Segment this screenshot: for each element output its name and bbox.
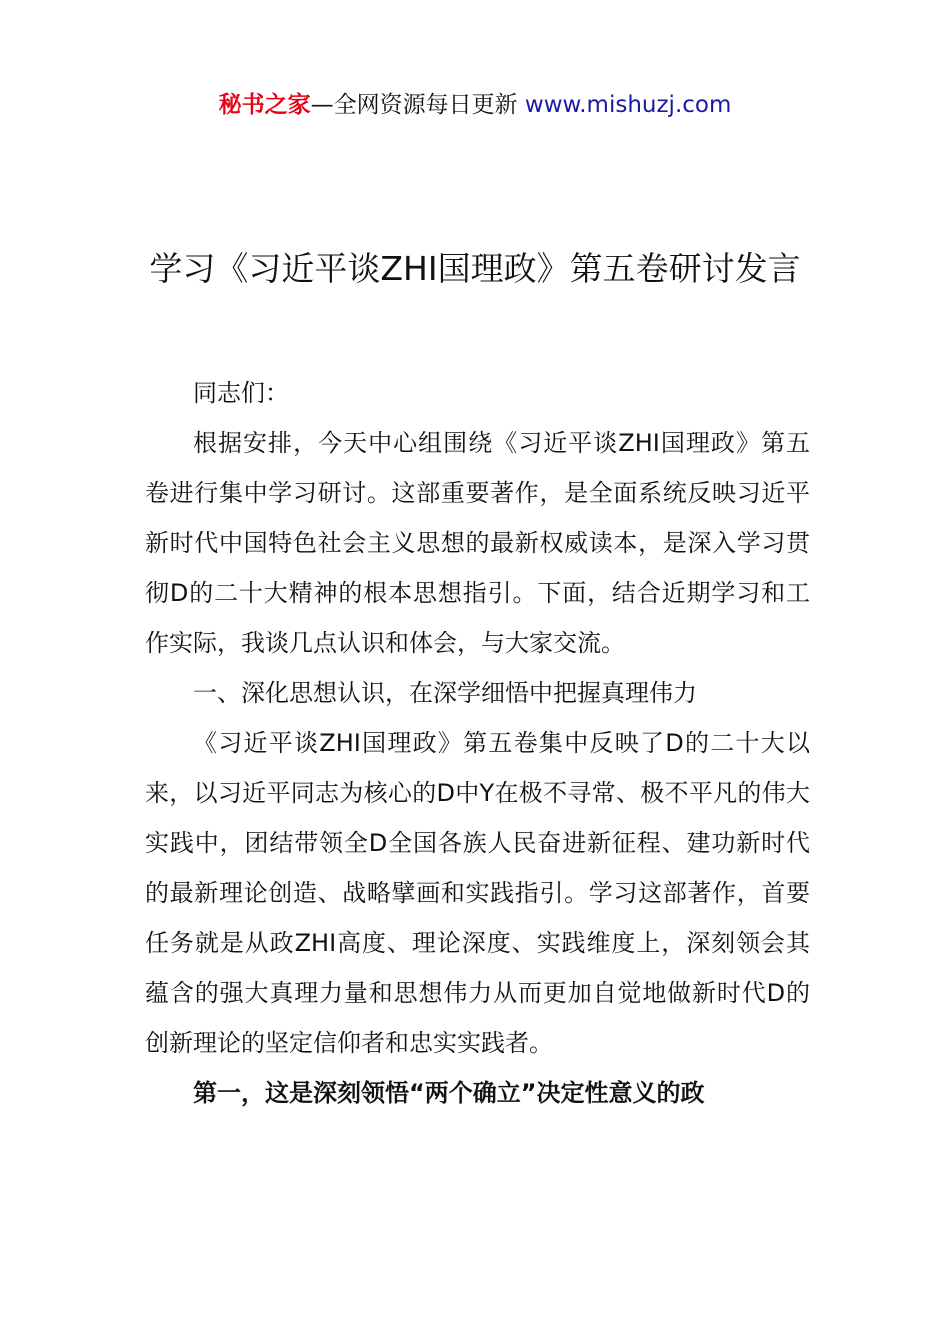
section-heading: 一、深化思想认识，在深学细悟中把握真理伟力 xyxy=(193,679,697,707)
intro-paragraph: 根据安排，今天中心组围绕《习近平谈ZHI国理政》第五卷进行集中学习研讨。这部重要著作，是全面系统反映习近平新时代中国特色社会主义思想的最新权威读本，是深入学习贯彻D的二十大精神的根本思想指引。下面，结合近期学习和工作实际，我谈几点认识和体会，与大家交流。 xyxy=(145,429,810,657)
site-header xyxy=(0,88,950,122)
document-title: 学习《习近平谈ZHI国理政》第五卷研讨发言 xyxy=(149,249,801,288)
salutation-paragraph: 同志们： xyxy=(193,379,289,407)
site-url-link[interactable]: www.mishuzj.com xyxy=(524,92,732,118)
subsection-heading: 第一，这是深刻领悟“两个确立”决定性意义的政 xyxy=(193,1079,705,1107)
site-brand: 秘书之家 xyxy=(218,92,311,118)
document-body xyxy=(145,368,810,1118)
body-paragraph: 《习近平谈ZHI国理政》第五卷集中反映了D的二十大以来，以习近平同志为核心的D中Y在极不寻常、极不平凡的伟大实践中，团结带领全D全国各族人民奋进新征程、建功新时代的最新理论创造、战略擘画和实践指引。学习这部著作，首要任务就是从政ZHI高度、理论深度、实践维度上，深刻领会其蕴含的强大真理力量和思想伟力从而更加自觉地做新时代D的创新理论的坚定信仰者和忠实实践者。 xyxy=(145,729,810,1057)
site-slogan: —全网资源每日更新 xyxy=(310,92,525,118)
